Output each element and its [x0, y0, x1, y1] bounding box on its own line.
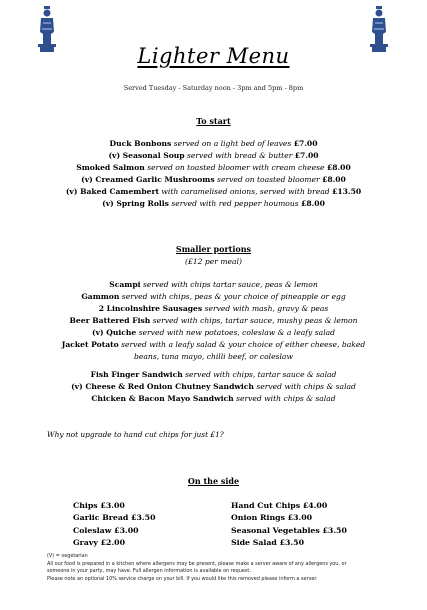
sandwich-list: [0, 369, 427, 405]
to-start-list: [0, 138, 427, 210]
list-item: Jacket Potato served with a leafy salad & your choice of either cheese, baked: [61, 340, 366, 349]
list-item: (v) Seasonal Soup served with bread & butter £7.00: [108, 151, 319, 160]
list-item: (v) Quiche served with new potatoes, coleslaw & a leafy salad: [91, 328, 336, 337]
serving-times: Served Tuesday - Saturday noon - 3pm and 5pm - 8pm: [123, 84, 304, 92]
list-item: Scampi served with chips tartar sauce, peas & lemon: [109, 280, 318, 289]
list-item: Hand Cut Chips £4.00: [231, 501, 328, 510]
upgrade-note: Why not upgrade to hand cut chips for just £1?: [47, 430, 224, 439]
page-title: Lighter Menu: [137, 44, 290, 68]
allergen-note: All our food is prepared in a kitchen where allergens may be present, please make a server aware of any allergens you, or: [47, 560, 347, 567]
list-item: (v) Baked Camembert with caramelised onions, served with bread £13.50: [65, 187, 362, 196]
list-item: (v) Cheese & Red Onion Chutney Sandwich served with chips & salad: [71, 382, 356, 391]
list-item: Seasonal Vegetables £3.50: [231, 525, 347, 535]
list-item: (v) Creamed Garlic Mushrooms served on toasted bloomer £8.00: [81, 175, 346, 184]
list-item: Fish Finger Sandwich served with chips, tartar sauce & salad: [90, 370, 337, 379]
list-item: 2 Lincolnshire Sausages served with mash, gravy & peas: [98, 304, 329, 313]
vegetarian-key: (V) = vegetarian: [47, 553, 88, 559]
section-heading-smaller-portions: Smaller portions: [175, 244, 252, 254]
list-item: Chips £3.00: [73, 501, 125, 510]
list-item: Garlic Bread £3.50: [73, 513, 156, 523]
list-item: Coleslaw £3.00: [73, 525, 139, 535]
list-item: Beer Battered Fish served with chips, tartar sauce, mushy peas & lemon: [69, 316, 358, 325]
section-heading-on-the-side: On the side: [187, 476, 240, 486]
allergen-note-cont: someone in your party, may have. Full allergen information is available on request.: [47, 568, 251, 575]
list-item: Gammon served with chips, peas & your choice of pineapple or egg: [81, 292, 346, 301]
list-item: Duck Bonbons served on a light bed of leaves £7.00: [109, 139, 318, 148]
service-charge-note: Please note an optional 10% service charge on your bill. If you would like this removed please inform a server.: [47, 575, 318, 582]
list-item: Chicken & Bacon Mayo Sandwich served with chips & salad: [91, 394, 336, 403]
list-item: Smoked Salmon served on toasted bloomer with cream cheese £8.00: [76, 163, 351, 172]
list-item: Gravy £2.00: [73, 537, 126, 547]
list-item-continuation: beans, tuna mayo, chilli beef, or coleslaw: [134, 352, 293, 361]
smaller-portions-list: [0, 279, 427, 363]
footer-notes: [47, 553, 347, 583]
sides-left-column: [73, 500, 156, 549]
list-item: (v) Spring Rolls served with red pepper houmous £8.00: [102, 199, 325, 208]
list-item: Side Salad £3.50: [231, 537, 304, 547]
section-heading-to-start: To start: [196, 116, 231, 126]
sides-right-column: [231, 500, 347, 549]
portion-price-note: (£12 per meal): [185, 257, 242, 266]
list-item: Onion Rings £3.00: [231, 513, 313, 523]
